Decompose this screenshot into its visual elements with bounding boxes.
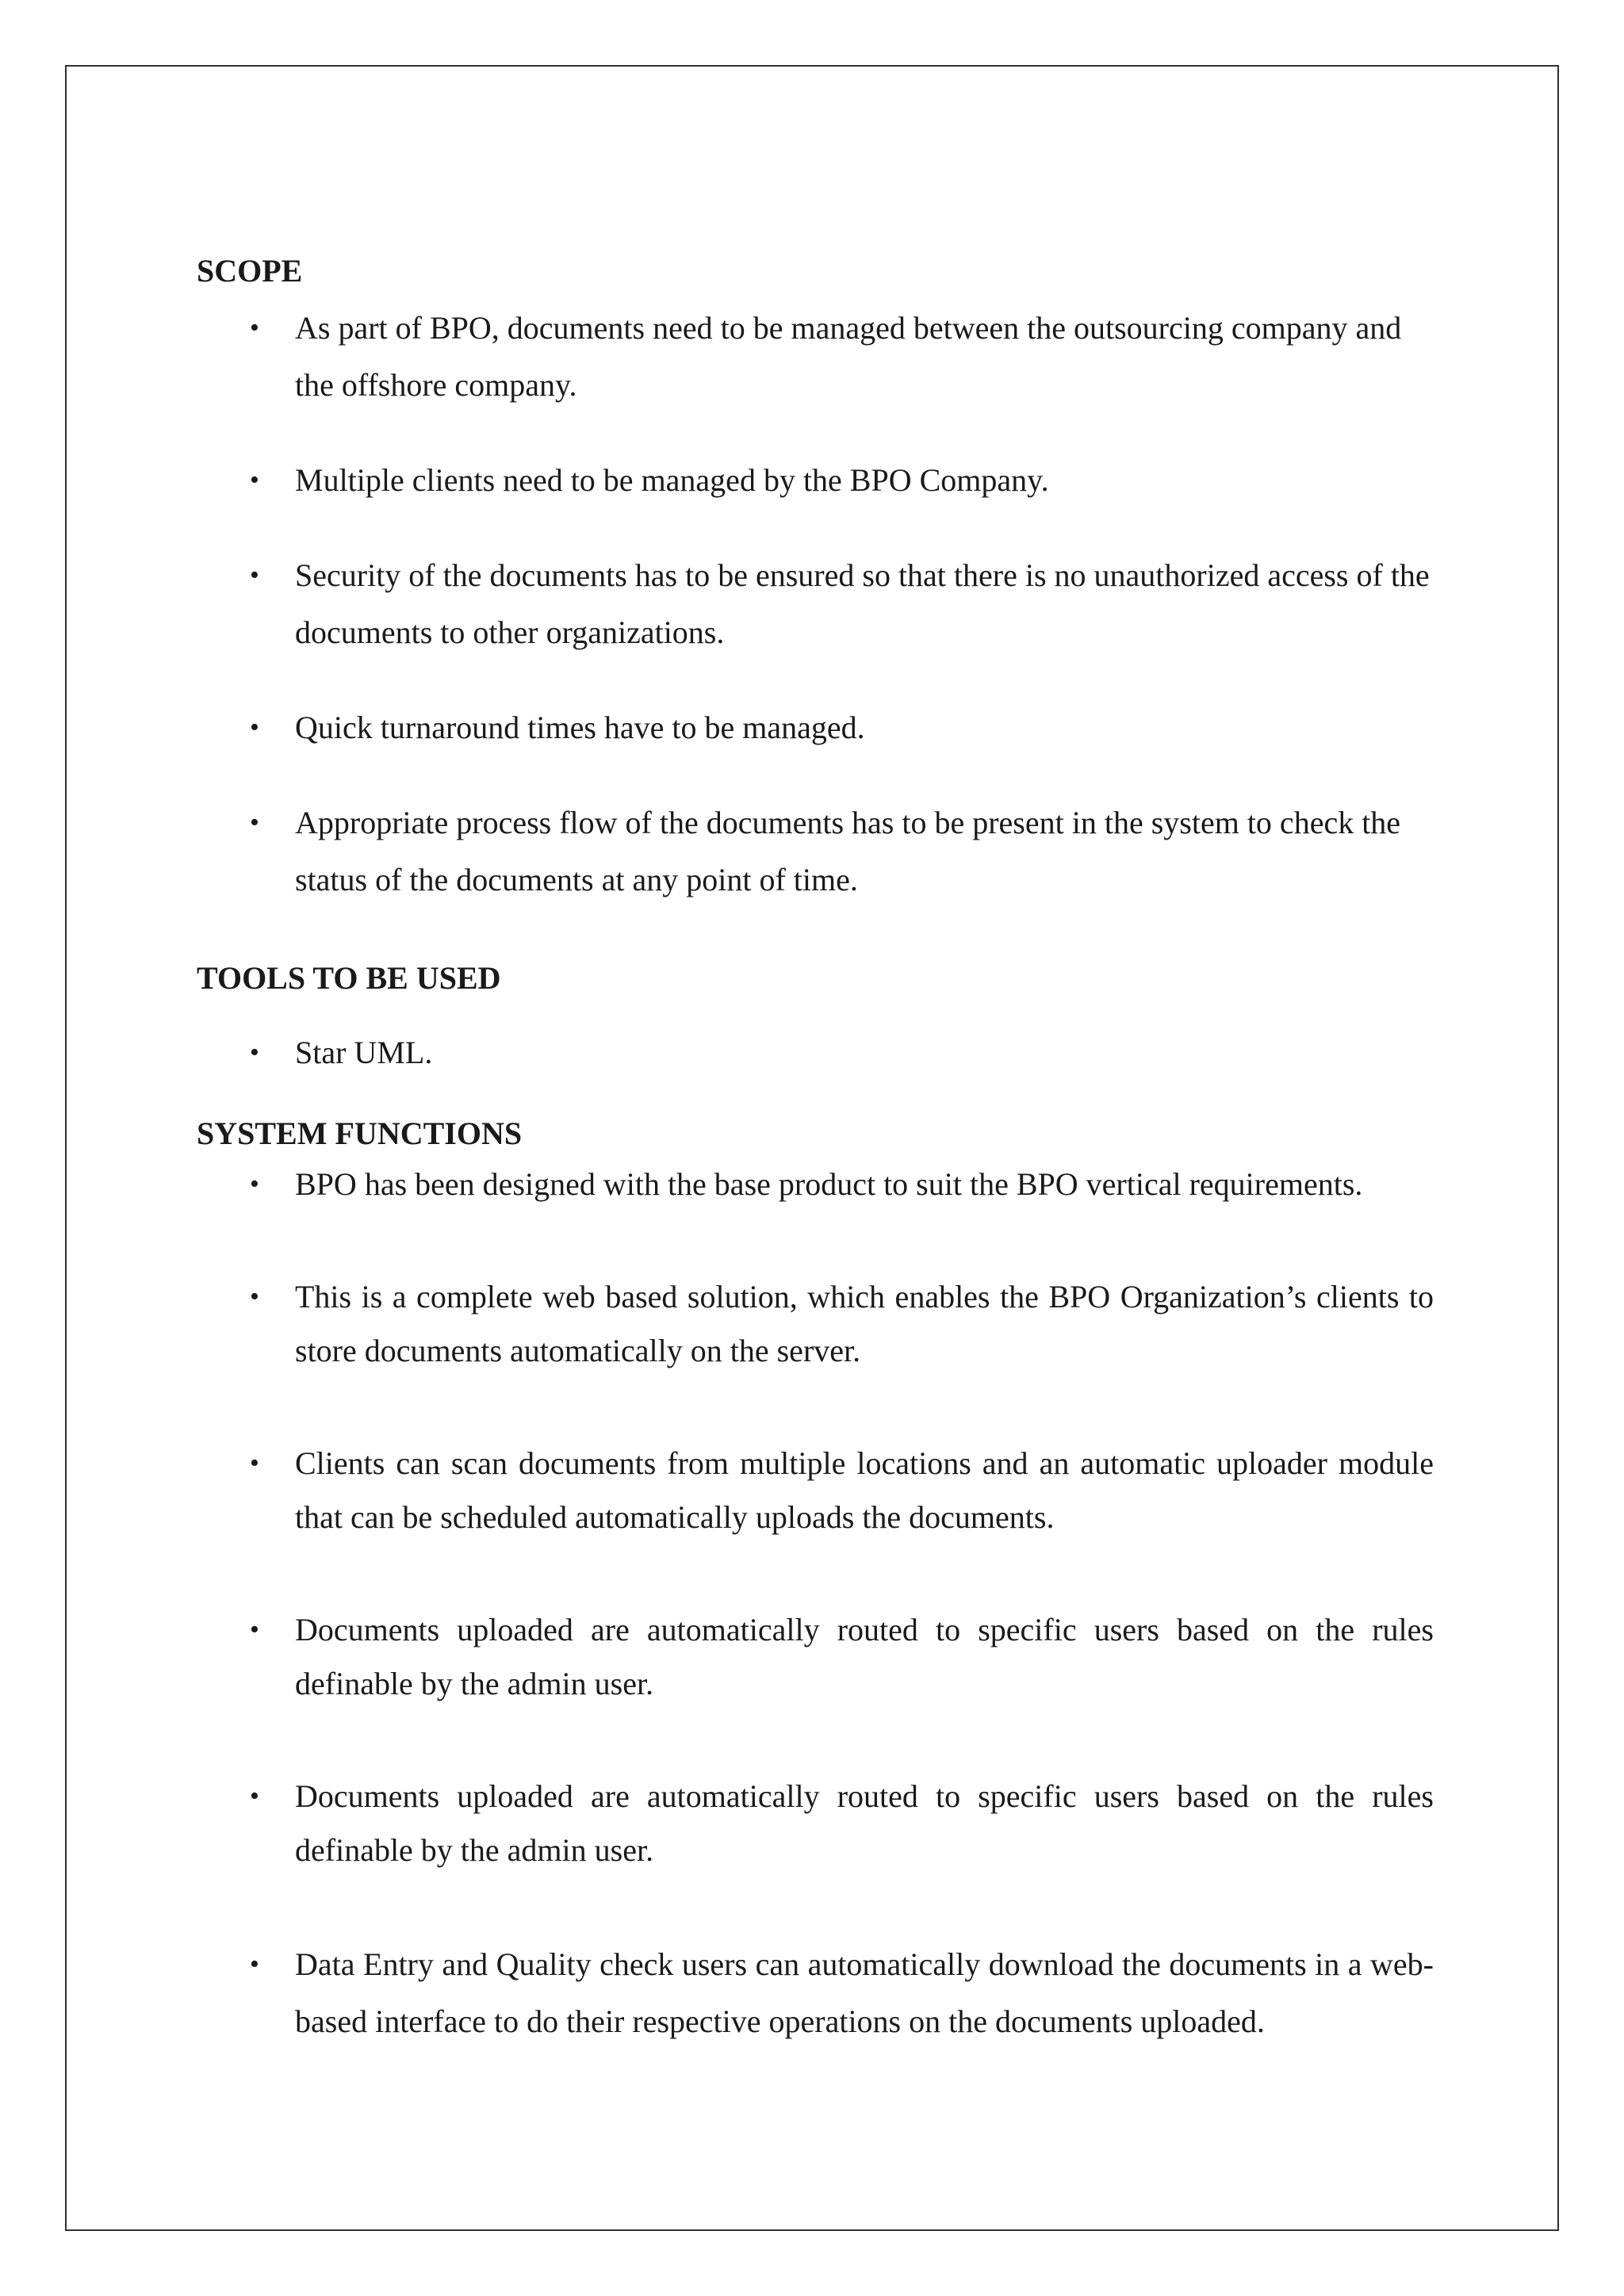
list-item: • Multiple clients need to be managed by the BPO Company. (197, 452, 1434, 509)
bullet-icon: • (250, 1448, 259, 1478)
list-item: • As part of BPO, documents need to be managed between the outsourcing company and the offshore company. (197, 300, 1434, 414)
list-item: • Clients can scan documents from multiple locations and an automatic uploader module that can be scheduled automatically uploads the documents. (197, 1437, 1434, 1544)
bullet-icon: • (250, 1781, 259, 1811)
scope-heading: SCOPE (197, 253, 303, 289)
system-functions-heading: SYSTEM FUNCTIONS (197, 1115, 523, 1151)
bullet-icon: • (250, 713, 259, 742)
bullet-icon: • (250, 1169, 259, 1199)
list-item: • Star UML. (197, 1024, 1434, 1081)
system-functions-list (197, 1158, 1434, 2050)
bullet-icon: • (250, 808, 259, 837)
bullet-icon: • (250, 1038, 259, 1067)
list-item: • Security of the documents has to be ensured so that there is no unauthorized access of the documents to other organizations. (197, 547, 1434, 661)
bullet-icon: • (250, 1282, 259, 1311)
bullet-icon: • (250, 313, 259, 342)
list-item: • BPO has been designed with the base product to suit the BPO vertical requirements. (197, 1158, 1434, 1211)
list-item: • Appropriate process flow of the documents has to be present in the system to check the status of the documents at any point of time. (197, 794, 1434, 909)
bullet-icon: • (250, 465, 259, 495)
list-item: • Data Entry and Quality check users can automatically download the documents in a web- based interface to do their respective operations on the documents uploaded. (197, 1936, 1434, 2050)
document-body (197, 252, 1434, 2050)
tools-heading: TOOLS TO BE USED (197, 960, 501, 996)
bullet-icon: • (250, 561, 259, 590)
tools-list (197, 1024, 1434, 1081)
bullet-icon: • (250, 1615, 259, 1644)
list-item: • Documents uploaded are automatically routed to specific users based on the rules definable by the admin user. (197, 1770, 1434, 1877)
list-item: • Quick turnaround times have to be managed. (197, 699, 1434, 756)
bullet-icon: • (250, 1950, 259, 1979)
scope-list (197, 300, 1434, 909)
list-item: • Documents uploaded are automatically routed to specific users based on the rules definable by the admin user. (197, 1603, 1434, 1711)
list-item: • This is a complete web based solution, which enables the BPO Organization’s clients to store documents automatically on the server. (197, 1270, 1434, 1378)
